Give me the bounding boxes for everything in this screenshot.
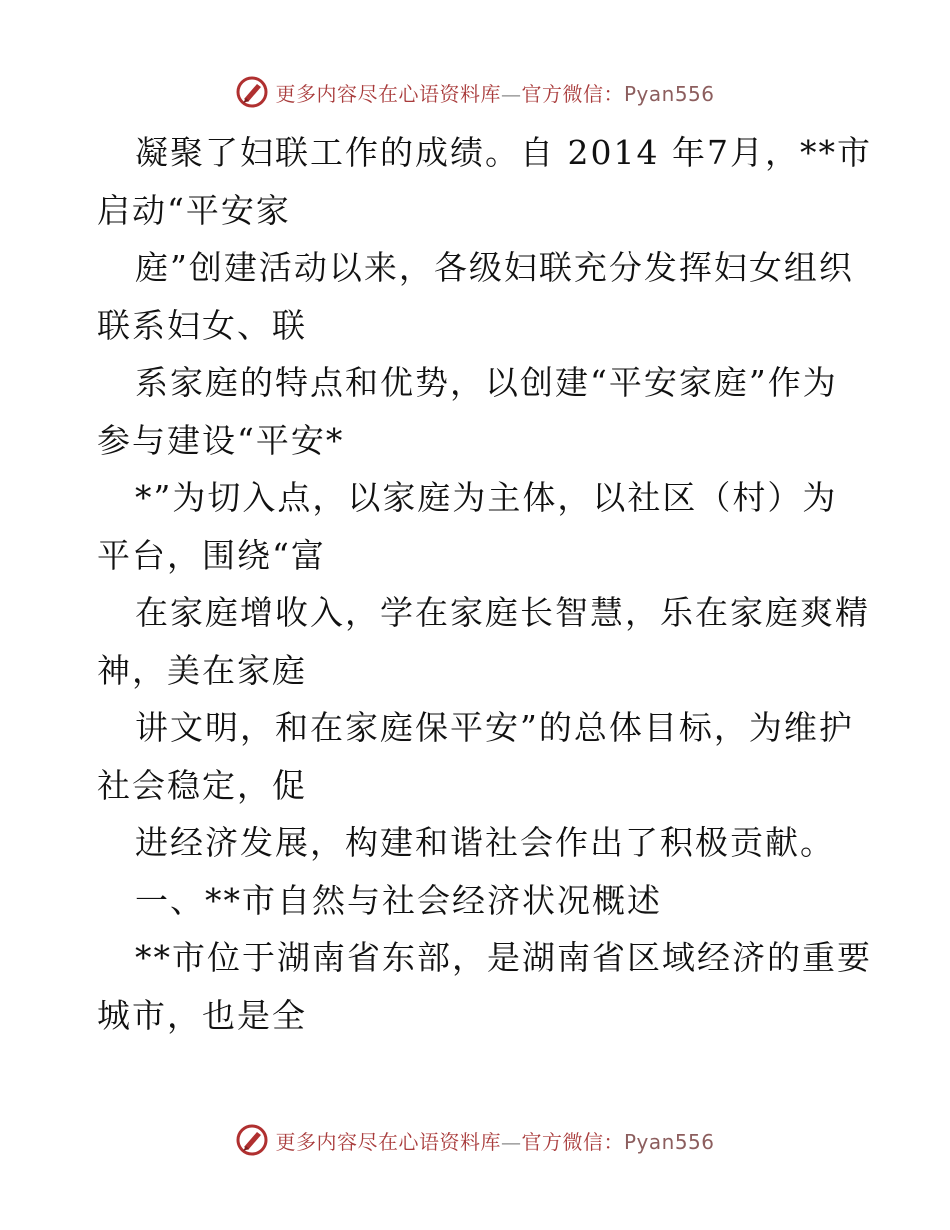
line-continuation: 联系妇女、联 [97,305,307,345]
line-continuation: 城市，也是全 [97,995,307,1035]
pen-quill-logo-icon [235,75,269,109]
line-text: 在家庭增收入，学在家庭长智慧，乐在家庭爽精 [135,593,870,632]
paragraph-line [97,584,870,699]
paragraph-line [97,929,872,1044]
watermark-library-name: 更多内容尽在心语资料库 [275,81,501,106]
line-text: 系家庭的特点和优势，以创建“平安家庭”作为 [135,363,838,402]
watermark-text [275,78,714,107]
paragraph-line [97,699,857,814]
line-continuation: 启动“平安家 [97,190,291,230]
line-text: *”为切入点，以家庭为主体，以社区（村）为 [135,478,838,517]
pen-quill-logo-icon [235,1123,269,1157]
paragraph-line [97,239,857,354]
paragraph-line [97,124,872,239]
watermark-library-name: 更多内容尽在心语资料库 [275,1129,501,1154]
line-text: **市位于湖南省东部，是湖南省区域经济的重要 [135,938,872,977]
heading-text: 一、**市自然与社会经济状况概述 [135,880,662,920]
watermark-text [275,1126,714,1155]
watermark-wechat-id: Pyan556 [623,81,715,106]
header-watermark-banner [0,72,950,112]
watermark-dash: — [500,1129,522,1154]
line-continuation: 参与建设“平安* [97,420,345,460]
watermark-wechat-label: 官方微信： [521,81,624,106]
line-continuation: 社会稳定，促 [97,765,307,805]
document-body [97,124,872,1044]
line-continuation: 神，美在家庭 [97,650,307,690]
section-heading [97,872,857,930]
line-text: 讲文明，和在家庭保平安”的总体目标，为维护 [135,708,854,747]
paragraph-line [97,814,857,872]
line-continuation: 平台，围绕“富 [97,535,326,575]
line-text: 进经济发展，构建和谐社会作出了积极贡献。 [135,823,835,862]
footer-watermark-banner [0,1120,950,1160]
watermark-wechat-id: Pyan556 [623,1129,715,1154]
watermark-wechat-label: 官方微信： [521,1129,624,1154]
watermark-dash: — [500,81,522,106]
line-text: 庭”创建活动以来，各级妇联充分发挥妇女组织 [135,248,854,287]
line-text: 凝聚了妇联工作的成绩。自 2014 年7月，**市 [135,133,872,172]
paragraph-line [97,469,857,584]
paragraph-line [97,354,857,469]
